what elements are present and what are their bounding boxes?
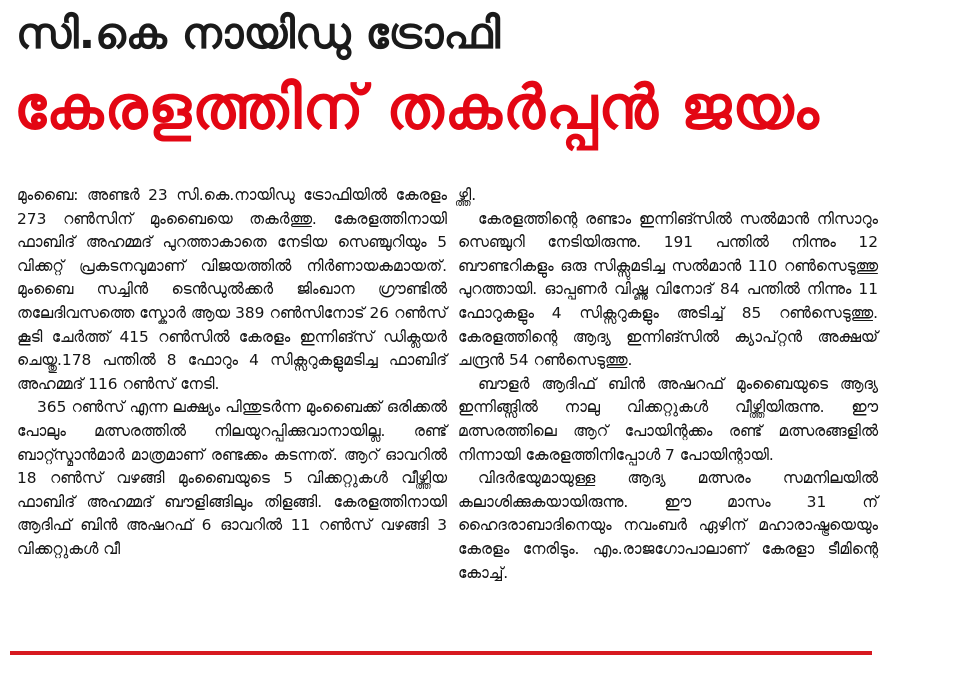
- article-paragraph: ബൗളർ ആദിഫ് ബിൻ അഷറഫ് മുംബൈയുടെ ആദ്യ ഇന്നിങ്ങ്സിൽ നാലു വിക്കറ്റുകൾ വീഴ്ത്തിയിരുന്നു. ഈ മത്സരത്തിലെ ആറ് പോയിന്റക്കം രണ്ട് മത്സരങ്ങളിൽ നിന്നായി കേരളത്തിനിപ്പോൾ 7 പോയിന്റായി.: [458, 374, 878, 464]
- article-paragraph: ഴ്ത്തി.: [458, 186, 477, 204]
- article-paragraph: മുംബൈ: അണ്ടർ 23 സി.കെ.നായിഡു ട്രോഫിയിൽ കേരളം 273 റൺസിന് മുംബൈയെ തകർത്തു. കേരളത്തിനായി ഫാബിദ് അഹമ്മദ് പുറത്താകാതെ നേടിയ സെഞ്ചുറിയും 5 വിക്കറ്റ് പ്രകടനവുമാണ് വിജയത്തിൽ നിർണായകമായത്. മുംബൈ സച്ചിൻ ടെൻഡുൽക്കർ ജിംഖാന ഗ്രൗണ്ടിൽ തലേദിവസത്തെ സ്കോർ ആയ 389 റൺസിനോട് 26 റൺസ് കൂടി ചേർത്ത് 415 റൺസിൽ കേരളം ഇന്നിങ്സ് ഡിക്ലയർ ചെയ്തു.178 പന്തിൽ 8 ഫോറും 4 സിക്സറുകളുമടിച്ച ഫാബിദ് അഹമ്മദ് 116 റൺസ് നേടി.: [17, 186, 447, 393]
- article-column-right: [458, 184, 878, 585]
- article-paragraph: കേരളത്തിന്റെ രണ്ടാം ഇന്നിങ്സിൽ സൽമാൻ നിസാറും സെഞ്ചുറി നേടിയിരുന്നു. 191 പന്തിൽ നിന്നും 12 ബൗണ്ടറികളും ഒരു സിക്സുമടിച്ച സൽമാൻ 110 റൺസെടുത്തു പുറത്തായി. ഓപ്പണർ വിഷ്ണു വിനോദ് 84 പന്തിൽ നിന്നും 11 ഫോറുകളും 4 സിക്സറുകളും അടിച്ച് 85 റൺസെടുത്തു. കേരളത്തിന്റെ ആദ്യ ഇന്നിങ്സിൽ ക്യാപ്റ്റൻ അക്ഷയ് ചന്ദ്രൻ 54 റൺസെടുത്തു.: [458, 209, 878, 370]
- bottom-rule: [10, 651, 872, 655]
- kicker-title: സി.കെ നായിഡു ട്രോഫി: [16, 9, 501, 59]
- article-column-left: [17, 184, 447, 562]
- article-paragraph: വിദർഭയുമായുള്ള ആദ്യ മത്സരം സമനിലയിൽ കലാശിക്കുകയായിരുന്നു. ഈ മാസം 31 ന് ഹൈദരാബാദിനെയും നവംബർ ഏഴിന് മഹാരാഷ്ട്രയെയും കേരളം നേരിടും. എം.രാജഗോപാലാണ് കേരളാ ടീമിന്റെ കോച്ച്.: [458, 469, 878, 582]
- headline: കേരളത്തിന് തകർപ്പൻ ജയം: [14, 73, 820, 143]
- article-paragraph: 365 റൺസ് എന്ന ലക്ഷ്യം പിന്തുടർന്ന മുംബൈക്ക് ഒരിക്കൽ പോലും മത്സരത്തിൽ നിലയുറപ്പിക്കുവാനായില്ല. രണ്ട് ബാറ്റ്സ്മാൻമാർ മാത്രമാണ് രണ്ടക്കം കടന്നത്. ആറ് ഓവറിൽ 18 റൺസ് വഴങ്ങി മുംബൈയുടെ 5 വിക്കറ്റുകൾ വീഴ്ത്തിയ ഫാബിദ് അഹമ്മദ് ബൗളിങ്ങിലും തിളങ്ങി. കേരളത്തിനായി ആദിഫ് ബിൻ അഷറഫ് 6 ഓവറിൽ 11 റൺസ് വഴങ്ങി 3 വിക്കറ്റുകൾ വീ: [17, 398, 447, 558]
